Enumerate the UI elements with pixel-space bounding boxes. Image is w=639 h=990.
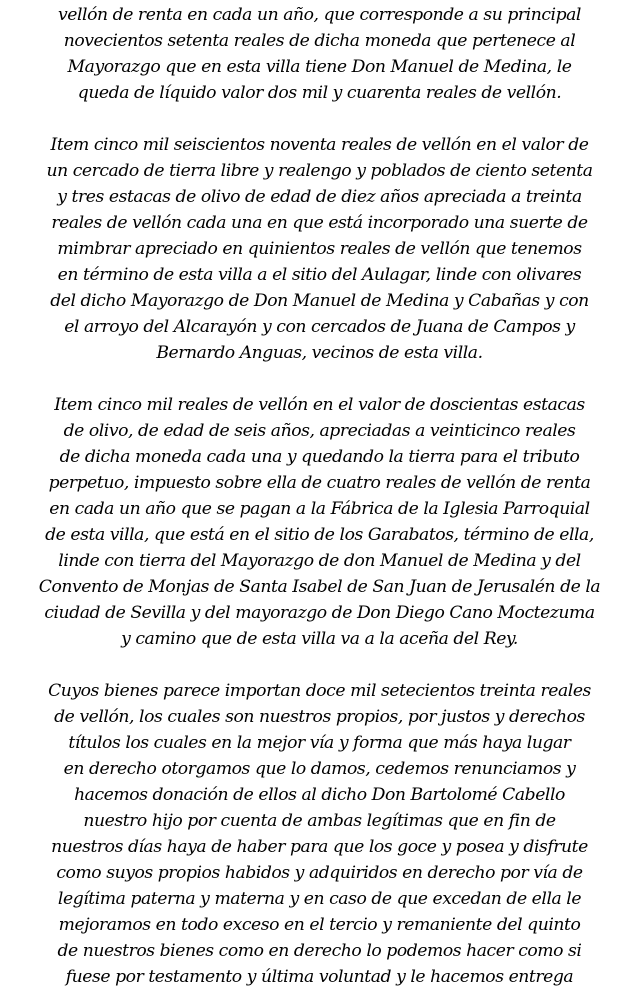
text-line: mejoramos en todo exceso en el tercio y remaniente del quinto — [58, 915, 581, 935]
text-line: en término de esta villa a el sitio del Aulagar, linde con olivares — [57, 265, 582, 285]
text-line: perpetuo, impuesto sobre ella de cuatro reales de vellón de renta — [48, 473, 591, 493]
text-line: títulos los cuales en la mejor vía y forma que más haya lugar — [68, 733, 571, 753]
paragraph-item-estacas-garabatos — [4, 392, 635, 652]
text-line: de nuestros bienes como en derecho lo podemos hacer como si — [57, 941, 582, 961]
text-line: del dicho Mayorazgo de Don Manuel de Medina y Cabañas y con — [50, 291, 589, 311]
paragraph-cuyos-bienes — [4, 678, 635, 990]
text-line: el arroyo del Alcarayón y con cercados de Juana de Campos y — [64, 317, 575, 337]
text-line: un cercado de tierra libre y realengo y poblados de ciento setenta — [46, 161, 593, 181]
text-line: queda de líquido valor dos mil y cuarenta reales de vellón. — [77, 83, 562, 103]
text-line: Item cinco mil seiscientos noventa reales de vellón en el valor de — [50, 135, 589, 155]
text-line: Convento de Monjas de Santa Isabel de San Juan de Jerusalén de la — [38, 577, 601, 597]
text-line: hacemos donación de ellos al dicho Don Bartolomé Cabello — [74, 785, 565, 805]
text-line: Mayorazgo que en esta villa tiene Don Manuel de Medina, le — [67, 57, 572, 77]
text-line: de dicha moneda cada una y quedando la tierra para el tributo — [59, 447, 580, 467]
text-line: de olivo, de edad de seis años, apreciadas a veinticinco reales — [63, 421, 576, 441]
text-line: de vellón, los cuales son nuestros propios, por justos y derechos — [54, 707, 585, 727]
text-line: fuese por testamento y última voluntad y le hacemos entrega — [65, 967, 574, 987]
text-line: Item cinco mil reales de vellón en el valor de doscientas estacas — [54, 395, 585, 415]
text-line: Bernardo Anguas, vecinos de esta villa. — [156, 343, 483, 363]
text-line: en cada un año que se pagan a la Fábrica de la Iglesia Parroquial — [49, 499, 590, 519]
text-line: de esta villa, que está en el sitio de los Garabatos, término de ella, — [45, 525, 594, 545]
text-line: mimbrar apreciado en quinientos reales de vellón que tenemos — [57, 239, 582, 259]
text-line: como suyos propios habidos y adquiridos en derecho por vía de — [56, 863, 583, 883]
text-line: en derecho otorgamos que lo damos, cedemos renunciamos y — [63, 759, 576, 779]
text-line: linde con tierra del Mayorazgo de don Manuel de Medina y del — [58, 551, 581, 571]
paragraph-item-cercado-aulagar — [4, 132, 635, 366]
text-line: vellón de renta en cada un año, que corresponde a su principal — [58, 5, 581, 25]
text-line: nuestro hijo por cuenta de ambas legítimas que en fin de — [83, 811, 556, 831]
text-line: reales de vellón cada una en que está incorporado una suerte de — [51, 213, 588, 233]
text-line: legítima paterna y materna y en caso de que excedan de ella le — [57, 889, 582, 909]
text-line: y tres estacas de olivo de edad de diez años apreciada a treinta — [57, 187, 582, 207]
text-line: nuestros días haya de haber para que los goce y posea y disfrute — [51, 837, 588, 857]
text-line: novecientos setenta reales de dicha moneda que pertenece al — [63, 31, 576, 51]
text-line: Cuyos bienes parece importan doce mil setecientos treinta reales — [48, 681, 591, 701]
text-line: ciudad de Sevilla y del mayorazgo de Don Diego Cano Moctezuma — [44, 603, 595, 623]
paragraph-renta-mayorazgo — [4, 2, 635, 106]
text-line: y camino que de esta villa va a la aceña del Rey. — [121, 629, 518, 649]
